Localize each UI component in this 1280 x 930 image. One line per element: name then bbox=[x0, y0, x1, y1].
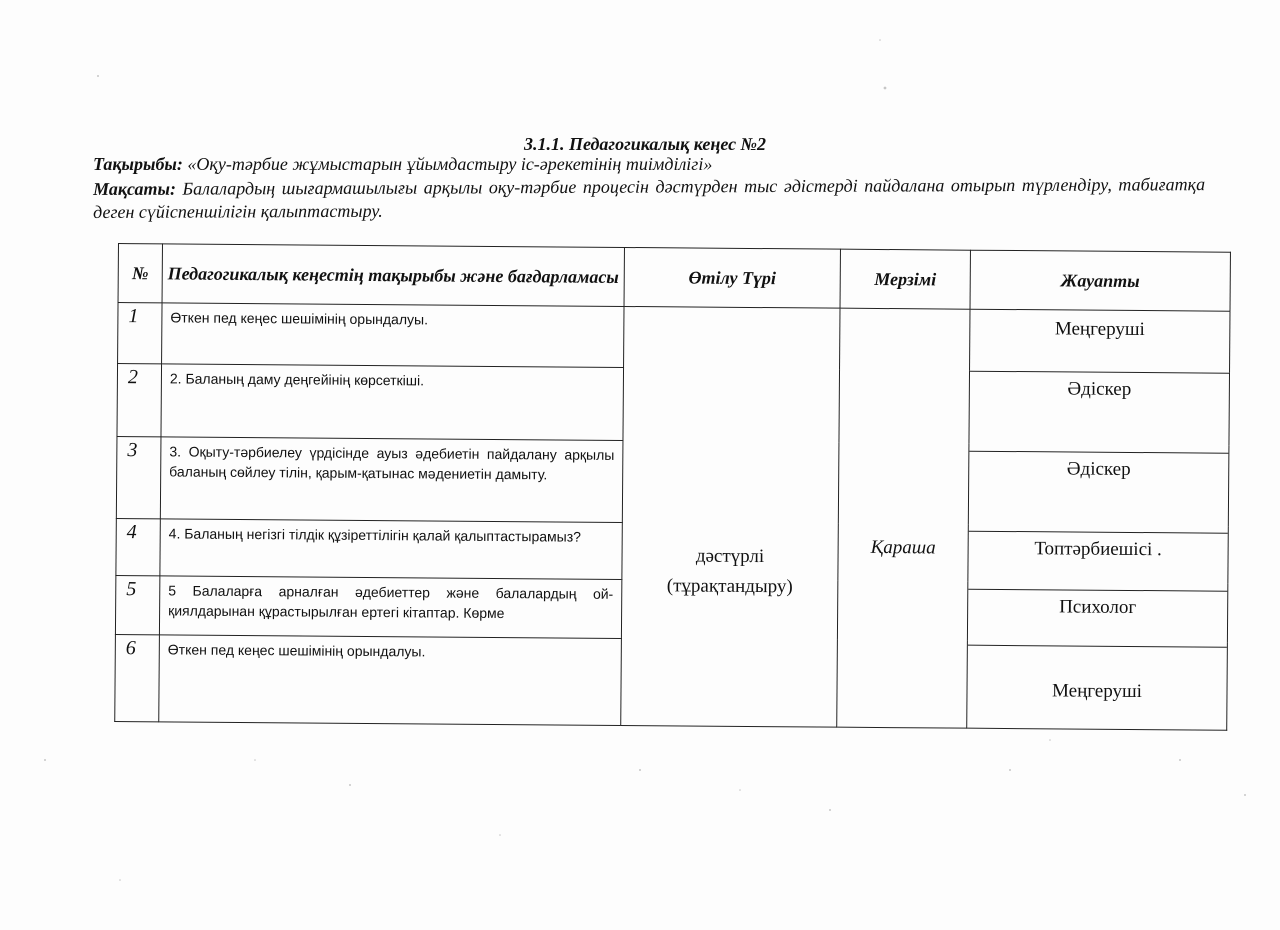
form-value bbox=[622, 431, 838, 603]
responsible-item: Әдіскер bbox=[969, 452, 1229, 534]
responsible-item: Меңгеруші bbox=[970, 310, 1229, 374]
header-date: Мерзімі bbox=[840, 249, 970, 309]
responsible-stack bbox=[967, 310, 1229, 730]
row-item: 4. Баланың негізгі тілдік құзіреттілігін қалай қалыптастырамыз? bbox=[160, 518, 622, 579]
row-number: 3 bbox=[116, 437, 161, 519]
header-form: Өтілу Түрі bbox=[624, 247, 840, 308]
council-table bbox=[114, 243, 1231, 731]
table-header-row bbox=[118, 244, 1230, 312]
responsible-cell bbox=[967, 309, 1230, 730]
header-responsible: Жауапты bbox=[970, 250, 1230, 311]
goal-text: Балалардың шығармашылығы арқылы оқу-тәрбие процесін дәстүрден тыс әдістерді пайдалана отырып түрлендіру, табиғатқа деген сүйіспеншілігін қалыптастыру. bbox=[93, 174, 1206, 222]
form-line-1: дәстүрлі bbox=[695, 545, 765, 568]
header-number: № bbox=[118, 244, 162, 303]
responsible-item: Психолог bbox=[968, 590, 1227, 648]
responsible-item: Топтәрбиешісі . bbox=[968, 532, 1227, 592]
form-line-2: (тұрақтандыру) bbox=[666, 575, 793, 598]
row-item: 2. Баланың даму деңгейінің көрсеткіші. bbox=[161, 364, 624, 441]
row-number: 2 bbox=[117, 364, 162, 438]
header-topic: Педагогикалық кеңестің тақырыбы және бағдарламасы bbox=[162, 244, 624, 307]
responsible-item: Әдіскер bbox=[969, 372, 1229, 454]
table-row bbox=[118, 303, 1230, 373]
row-number: 6 bbox=[115, 634, 160, 722]
document-heading: 3.1.1. Педагогикалық кеңес №2 bbox=[523, 134, 767, 154]
date-value: Қараша bbox=[870, 536, 936, 559]
topic-label: Тақырыбы: bbox=[93, 154, 183, 174]
council-table-wrap bbox=[114, 243, 1238, 731]
row-item: 5 Балаларға арналған әдебиеттер және балалардың ой-қиялдарынан құрастырылған ертегі кітаптар. Көрме bbox=[159, 575, 621, 638]
form-cell bbox=[621, 306, 840, 727]
row-item: Өткен пед кеңес шешімінің орындалуы. bbox=[159, 634, 622, 725]
row-item: Өткен пед кеңес шешімінің орындалуы. bbox=[162, 303, 624, 368]
responsible-item: Меңгеруші bbox=[1051, 680, 1143, 703]
topic-text: «Оқу-тәрбие жұмыстарын ұйымдастыру іс-әрекетінің тиімділігі» bbox=[187, 154, 713, 174]
goal-paragraph bbox=[93, 173, 1205, 224]
row-number: 4 bbox=[116, 518, 160, 575]
topic-line bbox=[93, 154, 712, 175]
row-number: 5 bbox=[115, 575, 159, 634]
row-number: 1 bbox=[118, 303, 162, 364]
date-cell bbox=[837, 308, 970, 728]
goal-label: Мақсаты: bbox=[93, 178, 176, 199]
row-item: 3. Оқыту-тәрбиелеу үрдісінде ауыз әдебиетін пайдалану арқылы баланың сөйлеу тілін, қарым-қатынас мәдениетін дамыту. bbox=[160, 437, 623, 522]
